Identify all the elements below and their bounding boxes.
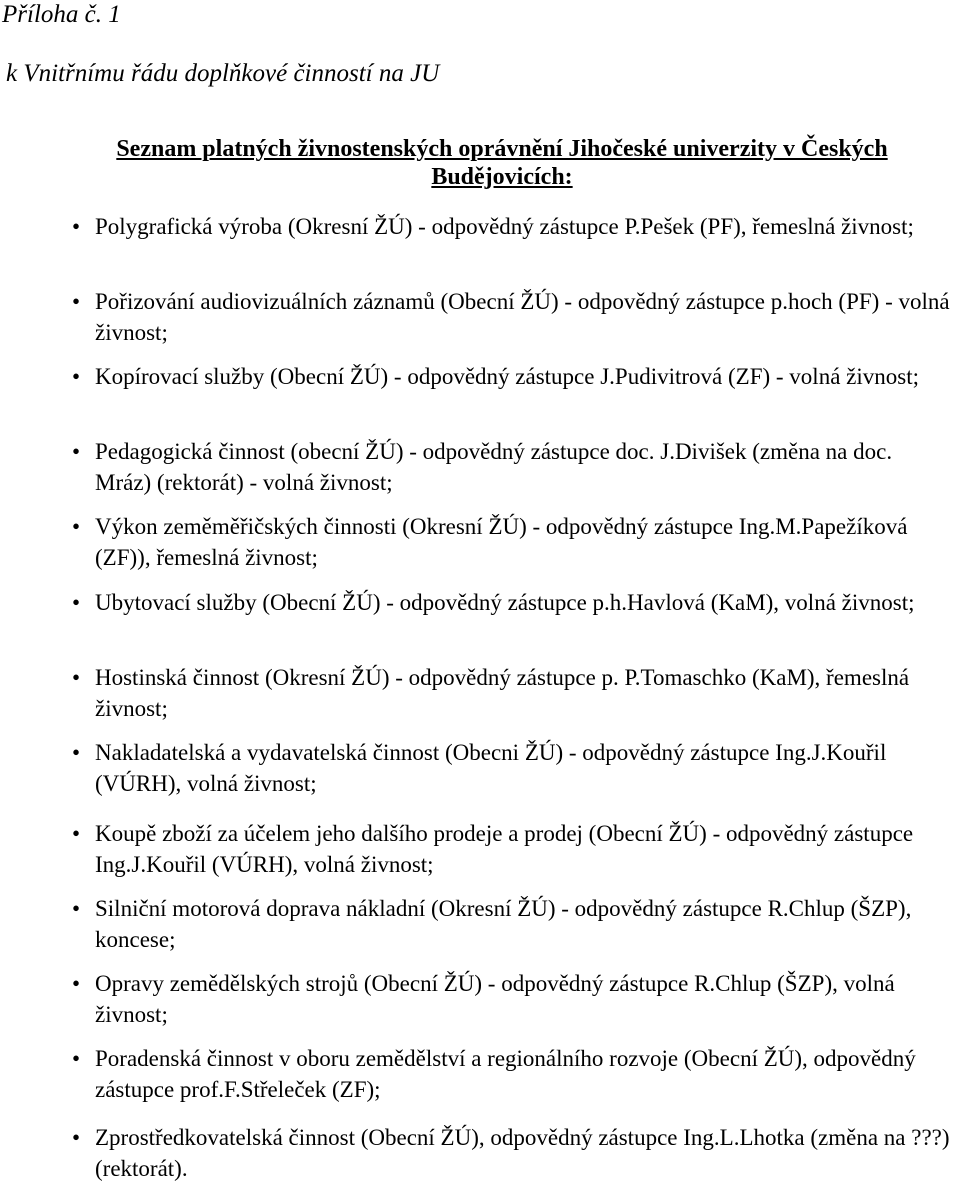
bullet: •: [72, 740, 81, 765]
list-item: [72, 737, 952, 799]
list-item: [72, 587, 952, 618]
list-item-text: Pedagogická činnost (obecní ŽÚ) - odpovědný zástupce doc. J.Divišek (změna na doc. Mráz) (rektorát) - volná živnost;: [95, 439, 893, 495]
attachment-label: Příloha č. 1: [2, 1, 121, 28]
bullet: •: [72, 439, 81, 464]
bullet: •: [72, 821, 81, 846]
list-item-text: Ubytovací služby (Obecní ŽÚ) - odpovědný zástupce p.h.Havlová (KaM), volná živnost;: [95, 590, 915, 615]
bullet: •: [72, 364, 81, 389]
list-item: [72, 893, 952, 955]
list-item: [72, 436, 952, 498]
list-item-text: Opravy zemědělských strojů (Obecní ŽÚ) - odpovědný zástupce R.Chlup (ŠZP), volná živnost;: [95, 971, 895, 1027]
list-item-text: Polygrafická výroba (Okresní ŽÚ) - odpovědný zástupce P.Pešek (PF), řemeslná živnost;: [95, 214, 914, 239]
bullet: •: [72, 590, 81, 615]
list-item: [72, 662, 952, 724]
list-item-text: Silniční motorová doprava nákladní (Okresní ŽÚ) - odpovědný zástupce R.Chlup (ŠZP), koncese;: [95, 896, 912, 952]
list-item: [72, 511, 952, 573]
list-item: [72, 968, 952, 1030]
bullet: •: [72, 1125, 81, 1150]
bullet: •: [72, 514, 81, 539]
list-item-text: Hostinská činnost (Okresní ŽÚ) - odpovědný zástupce p. P.Tomaschko (KaM), řemeslná živnost;: [95, 665, 910, 721]
list-item: [72, 286, 952, 348]
bullet: •: [72, 289, 81, 314]
list-item-text: Nakladatelská a vydavatelská činnost (Obecni ŽÚ) - odpovědný zástupce Ing.J.Kouřil (VÚRH), volná živnost;: [95, 740, 887, 796]
document-subtitle: k Vnitřnímu řádu doplňkové činností na JU: [6, 60, 440, 87]
bullet: •: [72, 1046, 81, 1071]
list-item-text: Zprostředkovatelská činnost (Obecní ŽÚ), odpovědný zástupce Ing.L.Lhotka (změna na ???) (rektorát).: [95, 1125, 950, 1181]
list-item-text: Kopírovací služby (Obecní ŽÚ) - odpovědný zástupce J.Pudivitrová (ZF) - volná živnost;: [95, 364, 919, 389]
list-item: [72, 361, 952, 392]
list-item-text: Výkon zeměměřičských činnosti (Okresní ŽÚ) - odpovědný zástupce Ing.M.Papežíková (ZF)), řemeslná živnost;: [95, 514, 908, 570]
list-item: [72, 211, 952, 242]
list-item: [72, 1043, 952, 1105]
list-item: [72, 818, 952, 880]
list-item-text: Poradenská činnost v oboru zemědělství a regionálního rozvoje (Obecní ŽÚ), odpovědný zástupce prof.F.Střeleček (ZF);: [95, 1046, 916, 1102]
list-item: [72, 1122, 952, 1184]
bullet: •: [72, 896, 81, 921]
list-item-text: Pořizování audiovizuálních záznamů (Obecní ŽÚ) - odpovědný zástupce p.hoch (PF) - volná živnost;: [95, 289, 950, 345]
bullet: •: [72, 665, 81, 690]
list-title: Seznam platných živnostenských oprávnění Jihočeské univerzity v Českých Budějovicích:: [116, 136, 888, 190]
bullet: •: [72, 971, 81, 996]
list-item-text: Koupě zboží za účelem jeho dalšího prodeje a prodej (Obecní ŽÚ) - odpovědný zástupce Ing.J.Kouřil (VÚRH), volná živnost;: [95, 821, 914, 877]
bullet: •: [72, 214, 81, 239]
